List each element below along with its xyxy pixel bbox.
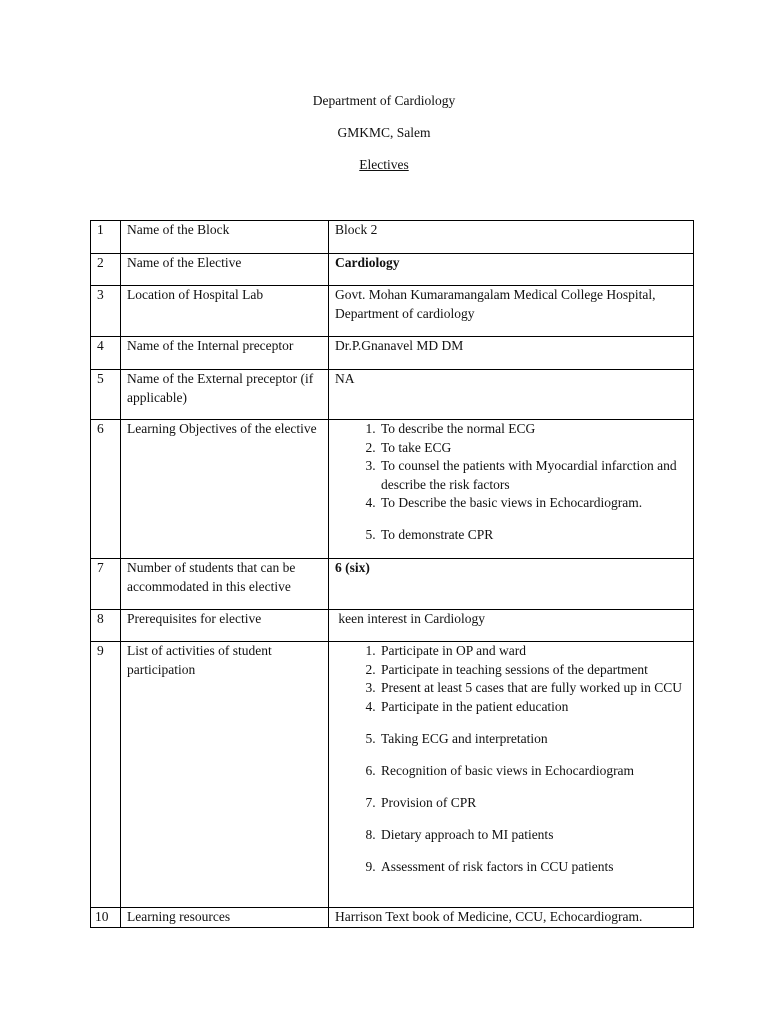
row-label: Learning Objectives of the elective bbox=[121, 420, 329, 559]
list-item: 6. Recognition of basic views in Echocardiogram bbox=[379, 762, 687, 781]
list-item: 4. To Describe the basic views in Echocardiogram. bbox=[379, 494, 687, 513]
list-item: 5. To demonstrate CPR bbox=[379, 526, 687, 545]
list-item: 2. Participate in teaching sessions of the department bbox=[379, 661, 687, 680]
row-number: 5 bbox=[91, 370, 121, 420]
row-value: Harrison Text book of Medicine, CCU, Echocardiogram. bbox=[329, 908, 694, 928]
row-value: keen interest in Cardiology bbox=[329, 610, 694, 642]
table-row bbox=[91, 642, 694, 908]
row-number: 9 bbox=[91, 642, 121, 908]
row-value: Dr.P.Gnanavel MD DM bbox=[329, 337, 694, 370]
table-row bbox=[91, 420, 694, 559]
table-row bbox=[91, 559, 694, 610]
activities-list bbox=[335, 642, 687, 876]
row-value: 6 (six) bbox=[329, 559, 694, 610]
row-number: 4 bbox=[91, 337, 121, 370]
table-row bbox=[91, 908, 694, 928]
row-label: Name of the Block bbox=[121, 221, 329, 254]
row-label: Learning resources bbox=[121, 908, 329, 928]
row-label: List of activities of student participation bbox=[121, 642, 329, 908]
list-item: 8. Dietary approach to MI patients bbox=[379, 826, 687, 845]
row-number: 2 bbox=[91, 254, 121, 286]
row-label: Name of the Elective bbox=[121, 254, 329, 286]
list-item: 3. Present at least 5 cases that are fully worked up in CCU bbox=[379, 679, 687, 698]
elective-details-table bbox=[90, 220, 694, 928]
table-row bbox=[91, 221, 694, 254]
objectives-list bbox=[335, 420, 687, 545]
table-row bbox=[91, 370, 694, 420]
row-number: 3 bbox=[91, 286, 121, 337]
list-item: 4. Participate in the patient education bbox=[379, 698, 687, 717]
row-label: Name of the External preceptor (if applicable) bbox=[121, 370, 329, 420]
row-value: NA bbox=[329, 370, 694, 420]
list-item: 5. Taking ECG and interpretation bbox=[379, 730, 687, 749]
table-row bbox=[91, 610, 694, 642]
row-number: 6 bbox=[91, 420, 121, 559]
row-value: Govt. Mohan Kumaramangalam Medical College Hospital, Department of cardiology bbox=[329, 286, 694, 337]
list-item: 9. Assessment of risk factors in CCU patients bbox=[379, 858, 687, 877]
row-number: 10 bbox=[91, 908, 121, 928]
institution-heading: GMKMC, Salem bbox=[337, 125, 431, 140]
row-value bbox=[329, 420, 694, 559]
list-item: 3. To counsel the patients with Myocardial infarction and describe the risk factors bbox=[379, 457, 687, 494]
row-number: 8 bbox=[91, 610, 121, 642]
table-row bbox=[91, 286, 694, 337]
row-label: Prerequisites for elective bbox=[121, 610, 329, 642]
row-label: Number of students that can be accommodated in this elective bbox=[121, 559, 329, 610]
table-row bbox=[91, 337, 694, 370]
row-number: 1 bbox=[91, 221, 121, 254]
list-item: 1. To describe the normal ECG bbox=[379, 420, 687, 439]
row-value bbox=[329, 642, 694, 908]
row-label: Name of the Internal preceptor bbox=[121, 337, 329, 370]
table-row bbox=[91, 254, 694, 286]
electives-title: Electives bbox=[359, 157, 409, 172]
row-label: Location of Hospital Lab bbox=[121, 286, 329, 337]
list-item: 7. Provision of CPR bbox=[379, 794, 687, 813]
row-number: 7 bbox=[91, 559, 121, 610]
row-value: Cardiology bbox=[329, 254, 694, 286]
department-heading: Department of Cardiology bbox=[312, 93, 456, 108]
row-value: Block 2 bbox=[329, 221, 694, 254]
list-item: 1. Participate in OP and ward bbox=[379, 642, 687, 661]
list-item: 2. To take ECG bbox=[379, 439, 687, 458]
